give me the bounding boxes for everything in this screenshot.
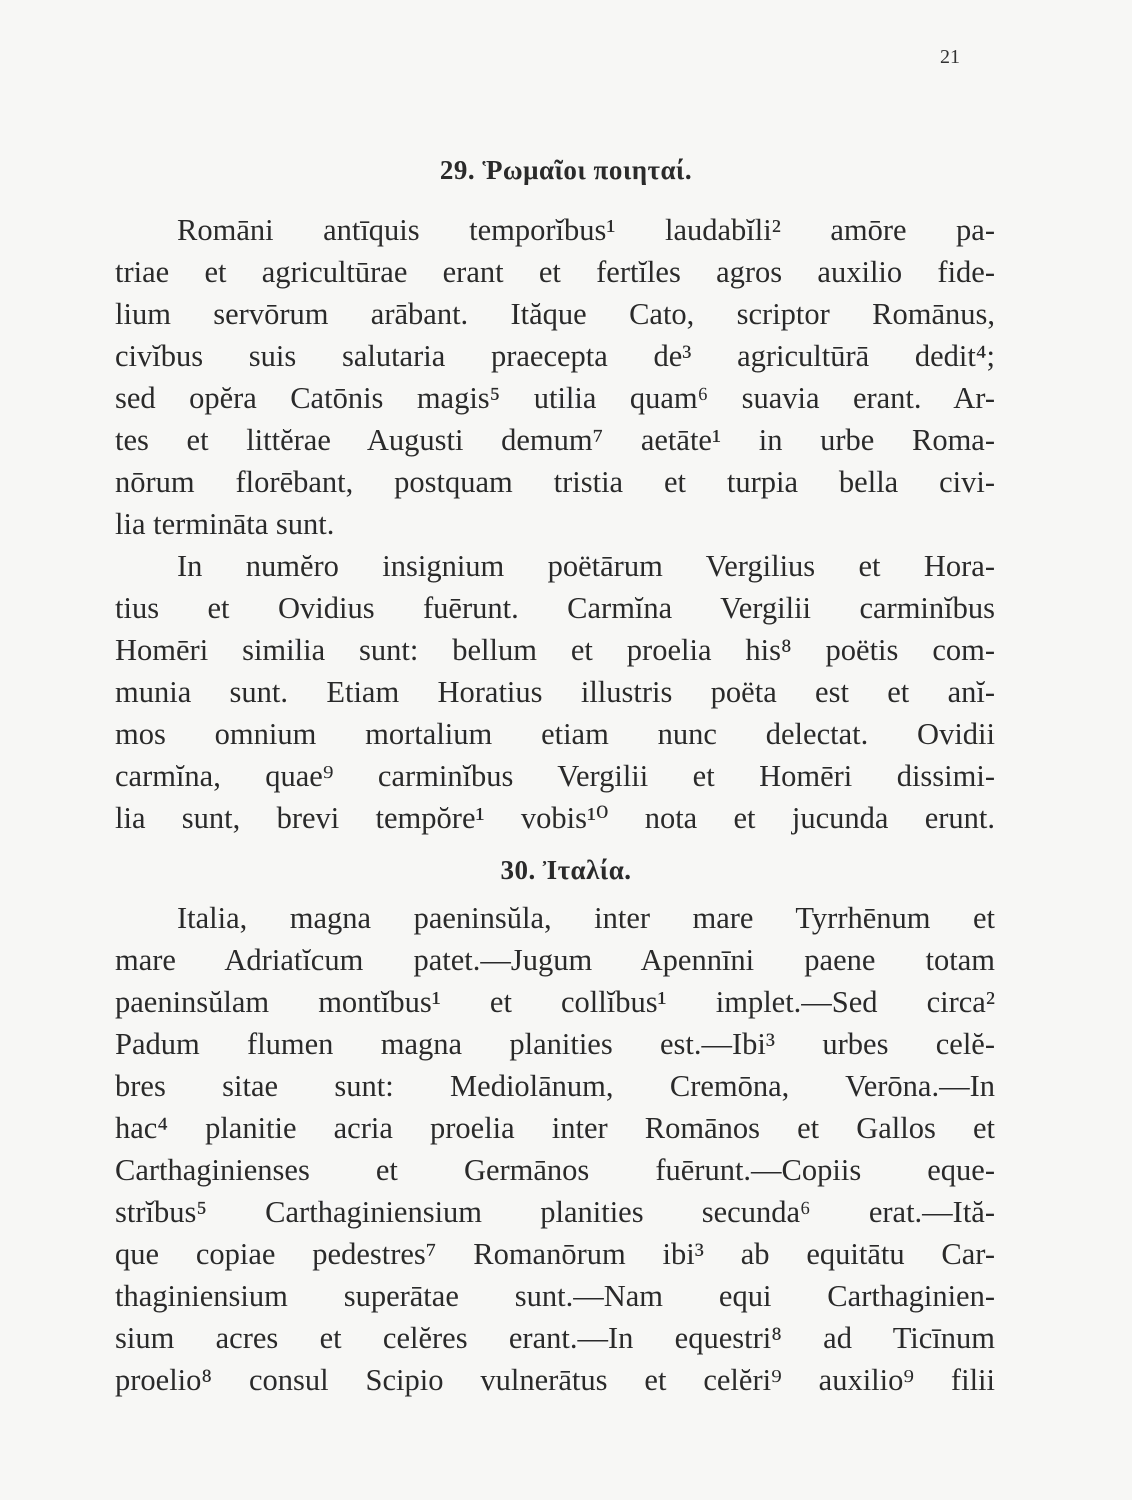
- text-line: sium acres et celĕres erant.—In equestri⁸ ad Ticīnum: [115, 1321, 995, 1355]
- text-line: tes et littĕrae Augusti demum⁷ aetāte¹ in urbe Roma-: [115, 423, 995, 457]
- text-line: hac⁴ planitie acria proelia inter Romānos et Gallos et: [115, 1111, 995, 1145]
- text-line: lia termināta sunt.: [115, 507, 335, 541]
- text-line: tius et Ovidius fuērunt. Carmĭna Vergilii carminĭbus: [115, 591, 995, 625]
- text-line: lia sunt, brevi tempŏre¹ vobis¹⁰ nota et jucunda erunt.: [115, 801, 995, 835]
- text-line: bres sitae sunt: Mediolānum, Cremōna, Verōna.—In: [115, 1069, 995, 1103]
- text-line: strĭbus⁵ Carthaginiensium planities secunda⁶ erat.—Ită-: [115, 1195, 995, 1229]
- text-line: Homēri similia sunt: bellum et proelia his⁸ poëtis com-: [115, 633, 995, 667]
- section-title-29: 29. Ῥωμαῖοι ποιηταί.: [439, 155, 693, 185]
- text-line: munia sunt. Etiam Horatius illustris poëta est et anĭ-: [115, 675, 995, 709]
- page-number: 21: [940, 46, 960, 68]
- text-line: carmĭna, quae⁹ carminĭbus Vergilii et Homēri dissimi-: [115, 759, 995, 793]
- text-line: mos omnium mortalium etiam nunc delectat. Ovidii: [115, 717, 995, 751]
- text-line: triae et agricultūrae erant et fertĭles agros auxilio fide-: [115, 255, 995, 289]
- text-line: civĭbus suis salutaria praecepta de³ agricultūrā dedit⁴;: [115, 339, 995, 373]
- text-line: que copiae pedestres⁷ Romanōrum ibi³ ab equitātu Car-: [115, 1237, 995, 1271]
- text-line: lium servōrum arābant. Ităque Cato, scriptor Romānus,: [115, 297, 995, 331]
- section-title-30: 30. Ἰταλία.: [500, 855, 632, 885]
- text-line: proelio⁸ consul Scipio vulnerātus et celĕri⁹ auxilio⁹ filii: [115, 1363, 995, 1397]
- text-line: In numĕro insignium poëtārum Vergilius et Hora-: [177, 549, 995, 583]
- text-line: nōrum florēbant, postquam tristia et turpia bella civi-: [115, 465, 995, 499]
- text-line: thaginiensium superātae sunt.—Nam equi Carthaginien-: [115, 1279, 995, 1313]
- text-line: Romāni antīquis temporĭbus¹ laudabĭli² amōre pa-: [177, 213, 995, 247]
- text-line: Padum flumen magna planities est.—Ibi³ urbes celĕ-: [115, 1027, 995, 1061]
- text-line: paeninsŭlam montĭbus¹ et collĭbus¹ implet.—Sed circa²: [115, 985, 995, 1019]
- text-line: Italia, magna paeninsŭla, inter mare Tyrrhēnum et: [177, 901, 995, 935]
- text-line: sed opĕra Catōnis magis⁵ utilia quam⁶ suavia erant. Ar-: [115, 381, 995, 415]
- text-line: mare Adriatĭcum patet.—Jugum Apennīni paene totam: [115, 943, 995, 977]
- text-line: Carthaginienses et Germānos fuērunt.—Copiis eque-: [115, 1153, 995, 1187]
